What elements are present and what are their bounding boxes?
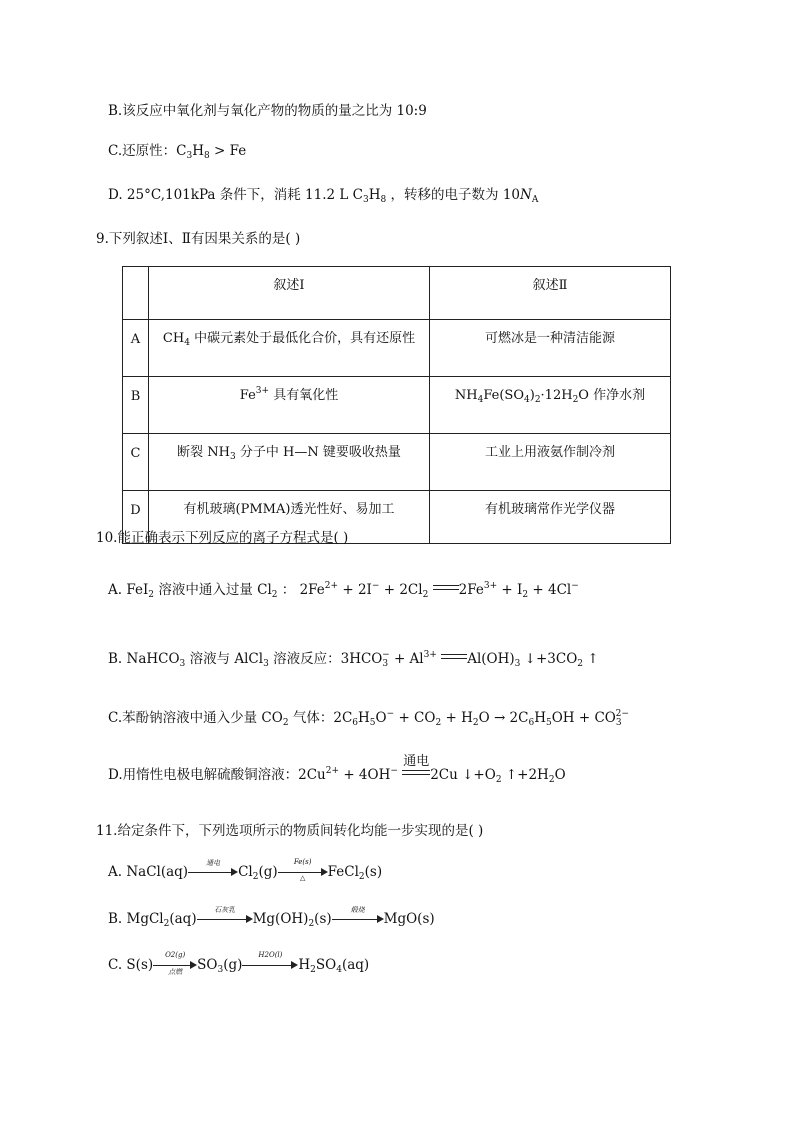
- arrow-icon: H2O(l): [242, 957, 298, 971]
- row-cell-1: $Fe^{3+}$ 具有氧化性: [149, 377, 430, 434]
- row-cell-2: 工业上用液氨作制冷剂: [430, 434, 671, 491]
- table-header-1: 叙述Ⅰ: [149, 267, 430, 320]
- q11-option-c: C. S(s) O2(g) 点燃 $SO_3(g)$ H2O(l) $H_2SO_4(aq)$: [108, 951, 370, 976]
- row-cell-2: 可燃冰是一种清洁能源: [430, 320, 671, 377]
- q11-stem: 11.给定条件下，下列选项所示的物质间转化均能一步实现的是( ): [96, 823, 484, 839]
- electrolysis-sign: 通电: [402, 768, 430, 778]
- table-header-2: 叙述Ⅱ: [430, 267, 671, 320]
- q11-option-a: A. NaCl(aq) 通电 $Cl_2(g)$ Fe(s) △ FeCl$_2$(s): [108, 858, 383, 882]
- row-cell-1: 断裂 $NH_3$ 分子中 H—N 键要吸收热量: [149, 434, 430, 491]
- q10-option-b: B. NaHCO$_3$ 溶液与 AlCl$_3$ 溶液反应：$3HCO_3^- + Al^{3+}$ $Al(OH)_3$ $↓+3CO_2$ ↑: [108, 650, 599, 669]
- row-key: A: [123, 320, 149, 377]
- row-cell-2: $NH_4Fe(SO_4)_2\cdot 12H_2O$ 作净水剂: [430, 377, 671, 434]
- q10-stem: 10.能正确表示下列反应的离子方程式是( ): [96, 530, 349, 546]
- arrow-icon: Fe(s) △: [278, 864, 328, 878]
- arrow-icon: 煅烧: [332, 911, 384, 925]
- q8-option-c: C.还原性：$C_3H_8 > Fe$: [108, 143, 247, 161]
- q8-option-d: D. 25°C,101kPa 条件下，消耗 11.2 L $C_3H_8$ ，转移的电子数为 $10N_A$: [108, 187, 539, 205]
- row-key: C: [123, 434, 149, 491]
- q10-option-a: A. FeI$_2$ 溶液中通入过量 $Cl_2$ ： $2Fe^{2+} + 2I^- + 2Cl_2$ $2Fe^{3+} + I_2 + 4Cl^-$: [108, 581, 579, 600]
- table-row: [123, 320, 671, 377]
- row-key: D: [123, 491, 149, 544]
- row-cell-1: $CH_4$ 中碳元素处于最低化合价，具有还原性: [149, 320, 430, 377]
- table-row: [123, 434, 671, 491]
- q9-table: [122, 266, 671, 544]
- row-cell-1: 有机玻璃(PMMA)透光性好、易加工: [149, 491, 430, 544]
- arrow-icon: 石灰乳: [197, 911, 253, 925]
- table-row: [123, 377, 671, 434]
- arrow-icon: O2(g) 点燃: [153, 957, 197, 971]
- q10-option-c: C.苯酚钠溶液中通入少量 $CO_2$ 气体：$2C_6H_5O^- + CO_2 + H_2O \to 2C_6H_5OH + CO_3^{2-}$: [108, 709, 629, 728]
- q9-stem: 9.下列叙述Ⅰ、Ⅱ有因果关系的是( ): [96, 231, 301, 247]
- row-cell-2: 有机玻璃常作光学仪器: [430, 491, 671, 544]
- q11-option-b: B. MgCl$_2$(aq) 石灰乳 $Mg(OH)_2(s)$ 煅烧 MgO(s): [108, 906, 435, 929]
- arrow-icon: 通电: [188, 864, 238, 878]
- row-key: B: [123, 377, 149, 434]
- q8-option-b: B.该反应中氧化剂与氧化产物的物质的量之比为 10:9: [108, 103, 427, 119]
- table-corner: [123, 267, 149, 320]
- q10-option-d: D.用惰性电极电解硫酸铜溶液：$2Cu^{2+} + 4OH^-$ 通电 2Cu $↓+O_2$ $↑+2H_2O$: [108, 754, 566, 785]
